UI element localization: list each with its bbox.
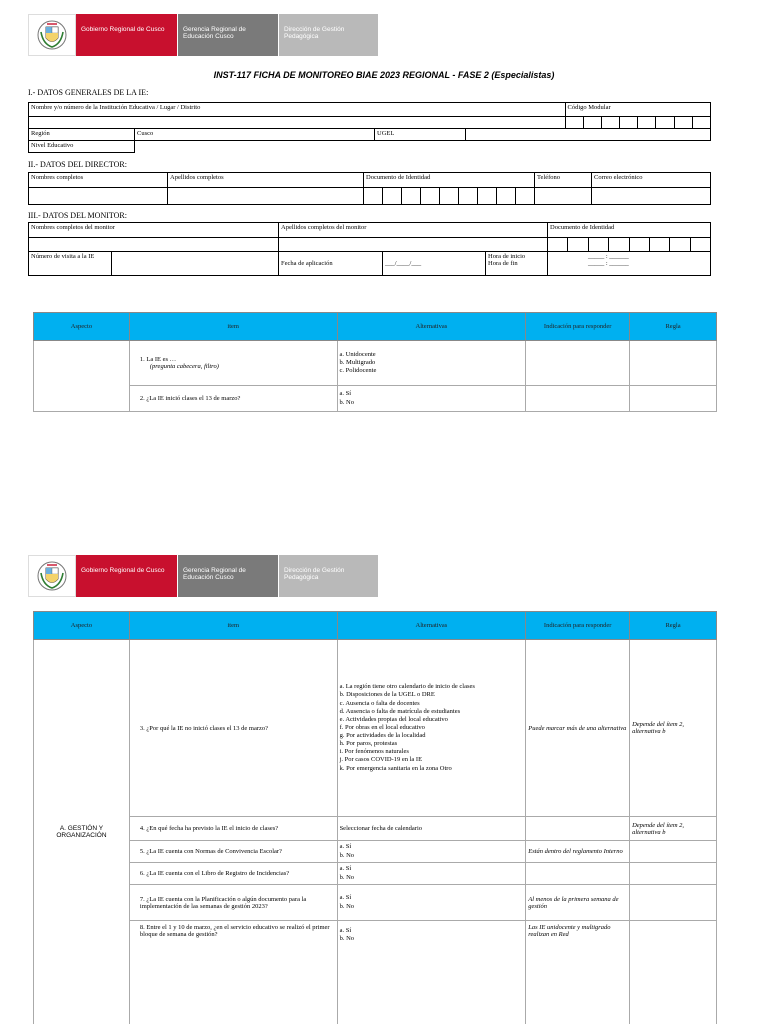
question-1-text: 1. La IE es … — [139, 356, 177, 363]
director-table — [28, 172, 711, 205]
monitor-nombres-field[interactable] — [29, 238, 279, 252]
rule-cell — [630, 921, 717, 1024]
monitor-documento-label: Documento de Identidad — [548, 223, 711, 238]
visita-field[interactable] — [112, 252, 279, 276]
rule-cell — [630, 841, 717, 863]
header-banner — [28, 14, 378, 56]
question-3: 3. ¿Por qué la IE no inició clases el 13 de marzo? — [129, 640, 337, 817]
gov-label: Gobierno Regional de Cusco — [76, 555, 177, 597]
answers-7 — [337, 885, 526, 921]
answers-4[interactable]: Seleccionar fecha de calendario — [337, 817, 526, 841]
ie-name-label: Nombre y/o número de la Institución Educativa / Lugar / Distrito — [29, 103, 566, 117]
dni-cell[interactable] — [401, 188, 420, 205]
director-nombres-field[interactable] — [29, 188, 168, 205]
general-data-table — [28, 102, 711, 153]
col-indicacion: Indicación para responder — [526, 612, 630, 640]
answer-option[interactable]: b. No — [339, 851, 355, 859]
hora-fin-field[interactable]: _____ : ______ — [588, 260, 629, 267]
hora-inicio-label: Hora de inicio — [488, 253, 526, 260]
hora-fields[interactable] — [548, 252, 711, 276]
answers-8 — [337, 921, 526, 1024]
dni-cell[interactable] — [515, 188, 534, 205]
question-1-note: (pregunta cabecera, filtro) — [149, 363, 219, 370]
col-alternativas: Alternativas — [337, 612, 526, 640]
codigo-cell[interactable] — [620, 117, 638, 129]
question-1 — [129, 341, 337, 386]
director-nombres-label: Nombres completos — [29, 173, 168, 188]
answers-3 — [337, 640, 526, 817]
codigo-cell[interactable] — [601, 117, 619, 129]
aspect-cell — [34, 341, 130, 412]
director-documento-label: Documento de Identidad — [364, 173, 535, 188]
codigo-cell[interactable] — [565, 117, 583, 129]
monitor-table — [28, 222, 711, 276]
dni-cell[interactable] — [690, 238, 710, 252]
gerencia-label: Gerencia Regional de Educación Cusco — [177, 555, 278, 597]
dni-cell[interactable] — [364, 188, 383, 205]
indication-q5: Están dentro del reglamento Interno — [526, 841, 630, 863]
indication-cell — [526, 386, 630, 412]
director-apellidos-field[interactable] — [168, 188, 364, 205]
ugel-label: UGEL — [375, 129, 466, 141]
indication-q8: Las IE unidocente y multigrado realizan en Red — [526, 921, 630, 1024]
dni-cell[interactable] — [477, 188, 496, 205]
answers-6 — [337, 863, 526, 885]
peru-coat-of-arms-icon — [35, 18, 69, 52]
rule-q4: Depende del ítem 2, alternativa b — [630, 817, 717, 841]
indication-cell — [526, 863, 630, 885]
answers-3-list — [340, 683, 524, 772]
region-label: Región — [29, 129, 135, 141]
dni-cell[interactable] — [649, 238, 669, 252]
rule-cell — [630, 863, 717, 885]
section-1-title: I.- DATOS GENERALES DE LA IE: — [28, 88, 149, 97]
rule-q3: Depende del ítem 2, alternativa b — [630, 640, 717, 817]
monitor-apellidos-field[interactable] — [279, 238, 548, 252]
codigo-modular-label: Código Modular — [565, 103, 711, 117]
codigo-cell[interactable] — [638, 117, 656, 129]
answer-option[interactable]: b. No — [339, 398, 354, 406]
dni-cell[interactable] — [439, 188, 458, 205]
answer-option[interactable]: a. Unidocente — [339, 350, 376, 358]
answer-option[interactable]: b. No — [339, 873, 355, 881]
hora-labels — [486, 252, 548, 276]
dni-cell[interactable] — [629, 238, 649, 252]
dni-cell[interactable] — [609, 238, 629, 252]
dni-cell[interactable] — [496, 188, 515, 205]
logo — [28, 555, 76, 597]
question-5: 5. ¿La IE cuenta con Normas de Convivencia Escolar? — [129, 841, 337, 863]
answer-option[interactable]: a. Sí — [339, 894, 352, 902]
indication-q7: Al menos de la primera semana de gestión — [526, 885, 630, 921]
dni-cell[interactable] — [588, 238, 608, 252]
dni-cell[interactable] — [420, 188, 439, 205]
dni-cell[interactable] — [458, 188, 477, 205]
answer-option[interactable]: i. Por fenómenos naturales — [339, 748, 409, 756]
col-alternativas: Alternativas — [337, 313, 526, 341]
dni-cell[interactable] — [382, 188, 401, 205]
hora-fin-label: Hora de fin — [488, 260, 518, 267]
col-item: item — [129, 612, 337, 640]
answer-option[interactable]: h. Por paros, protestas — [339, 740, 398, 748]
answer-option[interactable]: b. No — [339, 902, 355, 910]
fecha-field[interactable]: ___/____/___ — [383, 252, 486, 276]
answer-option[interactable]: a. La región tiene otro calendario de inicio de clases — [339, 683, 475, 691]
answer-option[interactable]: b. Disposiciones de la UGEL o DRE — [339, 691, 435, 699]
ugel-field[interactable] — [466, 129, 711, 141]
answer-option[interactable]: c. Ausencia o falta de docentes — [339, 699, 420, 707]
codigo-cell[interactable] — [656, 117, 674, 129]
answers-2 — [337, 386, 526, 412]
question-8: 8. Entre el 1 y 10 de marzo, ¿en el servicio educativo se realizó el primer bloque de semana de gestión? — [129, 921, 337, 1024]
dni-cell[interactable] — [568, 238, 588, 252]
answer-option[interactable]: j. Por casos COVID-19 en la IE — [339, 756, 423, 764]
logo — [28, 14, 76, 56]
monitor-nombres-label: Nombres completos del monitor — [29, 223, 279, 238]
answer-option[interactable]: b. Multigrado — [339, 358, 376, 366]
direccion-label: Dirección de Gestión Pedagógica — [278, 14, 378, 56]
col-aspecto: Aspecto — [34, 612, 130, 640]
items-table-1 — [33, 312, 717, 412]
dni-cell[interactable] — [670, 238, 690, 252]
dni-cell[interactable] — [548, 238, 568, 252]
col-regla: Regla — [630, 313, 717, 341]
monitor-apellidos-label: Apellidos completos del monitor — [279, 223, 548, 238]
direccion-label: Dirección de Gestión Pedagógica — [278, 555, 378, 597]
col-regla: Regla — [630, 612, 717, 640]
answer-option[interactable]: e. Actividades propias del local educativo — [339, 715, 448, 723]
answer-option[interactable]: f. Por obras en el local educativo — [339, 723, 425, 731]
col-indicacion: Indicación para responder — [526, 313, 630, 341]
answer-option[interactable]: b. No — [339, 935, 355, 943]
codigo-cell[interactable] — [674, 117, 692, 129]
indication-cell — [526, 341, 630, 386]
fecha-label: Fecha de aplicación — [279, 252, 383, 276]
indication-cell — [526, 817, 630, 841]
director-telefono-field[interactable] — [535, 188, 592, 205]
question-7: 7. ¿La IE cuenta con la Planificación o algún documento para la implementación de las semanas de gestión 2023? — [129, 885, 337, 921]
region-value: Cusco — [135, 129, 375, 141]
answers-5-list — [340, 843, 524, 859]
answers-1-list — [340, 351, 524, 375]
col-aspecto: Aspecto — [34, 313, 130, 341]
codigo-cell[interactable] — [692, 117, 710, 129]
nivel-label: Nivel Educativo — [29, 141, 135, 153]
answers-8-list — [340, 927, 524, 943]
document-title: INST-117 FICHA DE MONITOREO BIAE 2023 REGIONAL - FASE 2 (Especialistas) — [213, 70, 555, 80]
aspect-gestion: A. GESTIÓN Y ORGANIZACIÓN — [34, 640, 130, 1024]
answer-option[interactable]: d. Ausencia o falta de matrícula de estudiantes — [339, 707, 461, 715]
gerencia-label: Gerencia Regional de Educación Cusco — [177, 14, 278, 56]
answers-7-list — [340, 894, 524, 910]
answer-option[interactable]: c. Polidocente — [339, 367, 377, 375]
director-apellidos-label: Apellidos completos — [168, 173, 364, 188]
rule-cell — [630, 885, 717, 921]
answers-5 — [337, 841, 526, 863]
answer-option[interactable]: a. Sí — [339, 390, 352, 398]
answer-option[interactable]: a. Sí — [339, 865, 352, 873]
director-telefono-label: Teléfono — [535, 173, 592, 188]
answers-1 — [337, 341, 526, 386]
answer-option[interactable]: a. Sí — [339, 843, 352, 851]
answer-option[interactable]: k. Por emergencia sanitaria en la zona Otro — [339, 764, 452, 772]
answer-option[interactable]: g. Por actividades de la localidad — [339, 732, 426, 740]
question-4: 4. ¿En qué fecha ha previsto la IE el inicio de clases? — [129, 817, 337, 841]
items-table-2 — [33, 611, 717, 1024]
indication-q3: Puede marcar más de una alternativa — [526, 640, 630, 817]
director-correo-label: Correo electrónico — [592, 173, 711, 188]
question-6: 6. ¿La IE cuenta con el Libro de Registro de Incidencias? — [129, 863, 337, 885]
codigo-cell[interactable] — [583, 117, 601, 129]
section-3-title: III.- DATOS DEL MONITOR: — [28, 211, 127, 220]
header-banner-page-2 — [28, 555, 378, 597]
question-2: 2. ¿La IE inició clases el 13 de marzo? — [129, 386, 337, 412]
rule-cell — [630, 386, 717, 412]
rule-cell — [630, 341, 717, 386]
peru-coat-of-arms-icon — [35, 559, 69, 593]
hora-inicio-field[interactable]: _____ : ______ — [588, 253, 629, 260]
ie-name-field[interactable] — [29, 117, 566, 129]
answers-6-list — [340, 865, 524, 881]
gov-label: Gobierno Regional de Cusco — [76, 14, 177, 56]
answer-option[interactable]: a. Sí — [339, 927, 352, 934]
visita-label: Número de visita a la IE — [29, 252, 112, 276]
section-2-title: II.- DATOS DEL DIRECTOR: — [28, 160, 127, 169]
director-correo-field[interactable] — [592, 188, 711, 205]
answers-2-list — [340, 390, 524, 406]
col-item: item — [129, 313, 337, 341]
